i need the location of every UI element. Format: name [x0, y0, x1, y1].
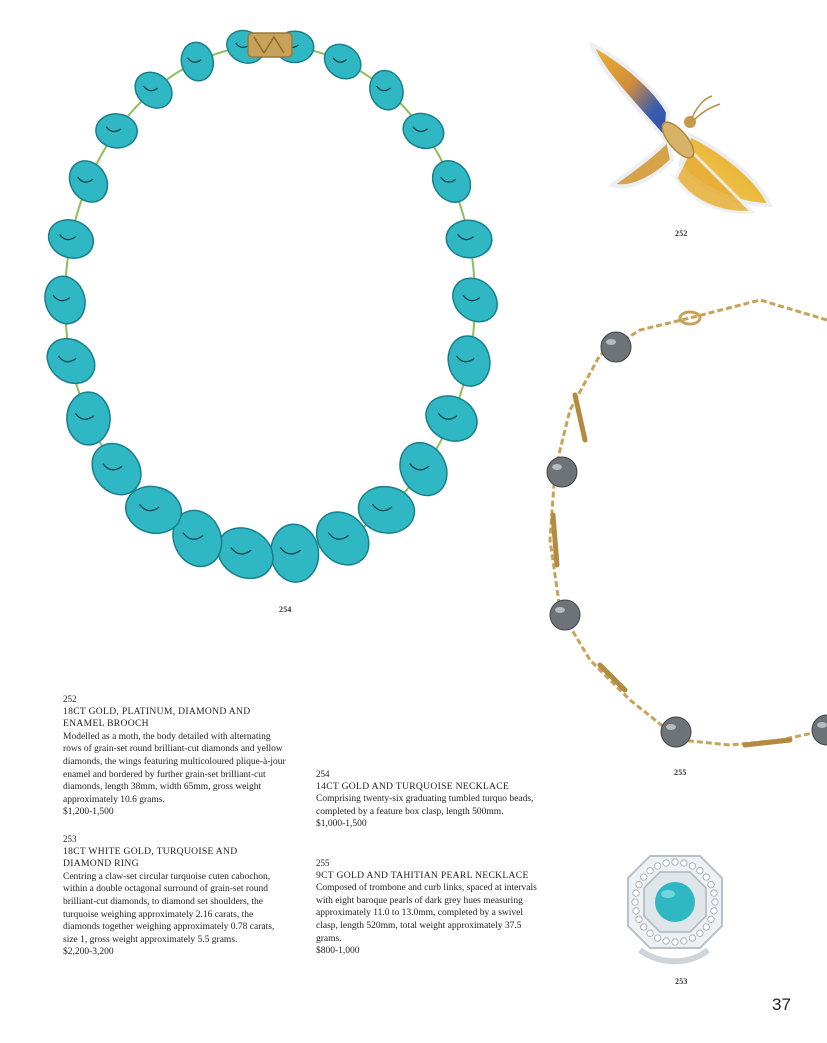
lot-title: 9CT GOLD AND TAHITIAN PEARL NECKLACE: [316, 869, 529, 881]
lot-title: 18CT GOLD, PLATINUM, DIAMOND AND ENAMEL BROOCH: [63, 705, 251, 730]
lot-estimate: $1,200-1,500: [63, 807, 114, 818]
caption-253: 253: [675, 977, 688, 986]
lot-255: [316, 857, 546, 958]
lot-estimate: $800-1,000: [316, 946, 360, 957]
lot-number: 252: [63, 694, 77, 704]
caption-254: 254: [279, 605, 292, 614]
lot-title: 18CT WHITE GOLD, TURQUOISE AND DIAMOND RING: [63, 845, 238, 870]
page-number: 37: [772, 995, 791, 1014]
lot-description: Comprising twenty-six graduating tumbled turquo beads, completed by a feature box clasp, length 500mm.: [316, 794, 534, 817]
lot-title: 14CT GOLD AND TURQUOISE NECKLACE: [316, 780, 510, 792]
lot-description: Modelled as a moth, the body detailed with alternating rows of grain-set round brilliant-cut diamonds and yellow diamonds, the wings featuring multicoloured plique-à-jour enamel and bordered by further grain-set brilliant-cut diamonds, length 38mm, width 65mm, gross weight approximately 10.6 grams.: [63, 731, 286, 805]
lot-254: [316, 768, 538, 831]
caption-255: 255: [674, 768, 687, 777]
lot-number: 255: [316, 858, 330, 868]
caption-252: 252: [675, 229, 688, 238]
lot-253: [63, 833, 285, 959]
lot-estimate: $1,000-1,500: [316, 819, 367, 830]
lot-description: Centring a claw-set circular turquoise cuten cabochon, within a double octagonal surround of grain-set round brilliant-cut diamonds, to diamond set shoulders, the turquoise weighing approximately 2.16 carats, the diamonds together weighing approximately 0.78 carats, size 1, gross weight approximately 5.5 grams.: [63, 871, 275, 945]
lot-number: 254: [316, 769, 330, 779]
lot-estimate: $2,200-3,200: [63, 947, 114, 958]
lot-number: 253: [63, 834, 77, 844]
lot-description: Composed of trombone and curb links, spaced at intervals with eight baroque pearls of dark grey hues measuring approximately 11.0 to 13.0mm, completed by a swivel clasp, length 520mm, total weight approximately 37.5 grams.: [316, 883, 537, 944]
lot-252: [63, 693, 288, 819]
